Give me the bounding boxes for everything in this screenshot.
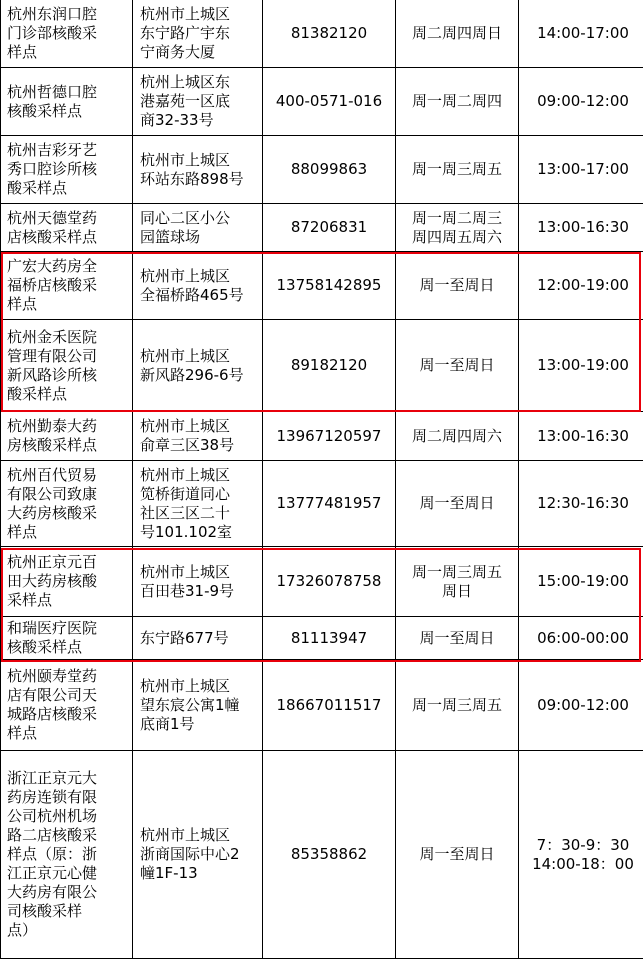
cell-name — [1, 320, 133, 412]
days-text: 周一至周日 — [419, 494, 495, 512]
cell-hours — [519, 617, 643, 660]
days-text: 周一周三周五 周日 — [411, 562, 502, 600]
phone-text: 89182120 — [290, 356, 368, 374]
cell-days — [396, 461, 519, 547]
address-text: 杭州市上城区 笕桥街道同心 社区三区二十 号101.102室 — [140, 465, 233, 541]
name-text: 杭州百代贸易 有限公司致康 大药房核酸采 样点 — [7, 465, 98, 541]
cell-address — [133, 320, 263, 412]
cell-address — [133, 751, 263, 959]
cell-hours — [519, 751, 643, 959]
cell-address — [133, 204, 263, 252]
table-row — [1, 0, 643, 68]
cell-hours — [519, 136, 643, 204]
cell-phone — [263, 136, 396, 204]
address-text: 杭州市上城区 望东宸公寓1幢 底商1号 — [140, 676, 240, 733]
cell-name — [1, 751, 133, 959]
phone-text: 13758142895 — [276, 276, 382, 294]
days-text: 周一至周日 — [419, 276, 495, 294]
cell-address — [133, 461, 263, 547]
address-text: 同心二区小公 园篮球场 — [140, 208, 231, 246]
address-text: 杭州市上城区 环站东路898号 — [140, 150, 244, 188]
address-text: 杭州市上城区 全福桥路465号 — [140, 266, 244, 304]
cell-days — [396, 412, 519, 461]
table-row — [1, 204, 643, 252]
days-text: 周二周四周六 — [411, 426, 502, 445]
table-row — [1, 412, 643, 461]
cell-phone — [263, 660, 396, 751]
phone-text: 85358862 — [290, 845, 368, 863]
cell-days — [396, 0, 519, 68]
table-row — [1, 136, 643, 204]
table-row — [1, 547, 643, 617]
cell-hours — [519, 461, 643, 547]
phone-text: 17326078758 — [276, 572, 382, 590]
hours-text: 06:00-00:00 — [537, 628, 629, 647]
days-text: 周一周三周五 — [411, 160, 502, 178]
days-text: 周一周三周五 — [411, 695, 502, 714]
cell-days — [396, 136, 519, 204]
days-text: 周一至周日 — [419, 628, 495, 647]
cell-phone — [263, 68, 396, 136]
cell-hours — [519, 252, 643, 320]
cell-days — [396, 617, 519, 660]
table-row — [1, 320, 643, 412]
days-text: 周一周二周三 周四周五周六 — [411, 208, 502, 246]
cell-hours — [519, 320, 643, 412]
cell-days — [396, 68, 519, 136]
name-text: 杭州东润口腔 门诊部核酸采 样点 — [7, 4, 98, 61]
phone-text: 87206831 — [290, 218, 368, 236]
cell-hours — [519, 660, 643, 751]
hours-text: 15:00-19:00 — [537, 572, 629, 590]
cell-address — [133, 617, 263, 660]
hours-text: 7：30-9：30 14:00-18：00 — [532, 835, 634, 873]
cell-address — [133, 412, 263, 461]
address-text: 东宁路677号 — [140, 628, 229, 647]
name-text: 和瑞医疗医院 核酸采样点 — [7, 619, 98, 656]
address-text: 杭州市上城区 东宁路广宇东 宁商务大厦 — [140, 4, 231, 61]
cell-address — [133, 68, 263, 136]
phone-text: 88099863 — [290, 160, 368, 178]
cell-days — [396, 660, 519, 751]
address-text: 杭州上城区东 港嘉苑一区底 商32-33号 — [140, 73, 231, 129]
cell-address — [133, 252, 263, 320]
cell-name — [1, 204, 133, 252]
cell-hours — [519, 412, 643, 461]
address-text: 杭州市上城区 俞章三区38号 — [140, 417, 235, 454]
cell-phone — [263, 617, 396, 660]
hours-text: 13:00-16:30 — [537, 426, 629, 445]
cell-days — [396, 547, 519, 617]
cell-address — [133, 547, 263, 617]
table-row — [1, 751, 643, 959]
hours-text: 13:00-17:00 — [537, 160, 629, 178]
phone-text: 18667011517 — [276, 695, 382, 714]
hours-text: 09:00-12:00 — [537, 92, 629, 110]
cell-name — [1, 136, 133, 204]
cell-days — [396, 751, 519, 959]
cell-phone — [263, 252, 396, 320]
cell-hours — [519, 68, 643, 136]
cell-address — [133, 0, 263, 68]
cell-phone — [263, 547, 396, 617]
name-text: 浙江正京元大 药房连锁有限 公司杭州机场 路二店核酸采 样点（原：浙 江正京元心健 大药房有限公 司核酸采样 点） — [7, 769, 98, 939]
phone-text: 81113947 — [290, 628, 368, 647]
cell-address — [133, 136, 263, 204]
cell-days — [396, 252, 519, 320]
name-text: 杭州天德堂药 店核酸采样点 — [7, 208, 98, 246]
table-row — [1, 252, 643, 320]
cell-hours — [519, 204, 643, 252]
cell-phone — [263, 204, 396, 252]
cell-address — [133, 660, 263, 751]
name-text: 杭州颐寿堂药 店有限公司天 城路店核酸采 样点 — [7, 667, 98, 742]
name-text: 广宏大药房全 福桥店核酸采 样点 — [7, 257, 98, 313]
table-row — [1, 617, 643, 660]
address-text: 杭州市上城区 新风路296-6号 — [140, 346, 244, 384]
cell-phone — [263, 461, 396, 547]
cell-phone — [263, 751, 396, 959]
cell-name — [1, 252, 133, 320]
phone-text: 81382120 — [290, 23, 368, 42]
cell-name — [1, 461, 133, 547]
address-text: 杭州市上城区 百田巷31-9号 — [140, 562, 235, 600]
hours-text: 14:00-17:00 — [537, 23, 629, 42]
address-text: 杭州市上城区 浙商国际中心2 幢1F-13 — [140, 826, 240, 882]
cell-hours — [519, 547, 643, 617]
table-row — [1, 68, 643, 136]
hours-text: 09:00-12:00 — [537, 695, 629, 714]
days-text: 周二周四周日 — [411, 23, 502, 42]
phone-text: 13967120597 — [276, 426, 382, 445]
phone-text: 400-0571-016 — [275, 92, 383, 110]
cell-days — [396, 320, 519, 412]
cell-phone — [263, 0, 396, 68]
name-text: 杭州正京元百 田大药房核酸 采样点 — [7, 553, 98, 609]
cell-phone — [263, 320, 396, 412]
cell-hours — [519, 0, 643, 68]
phone-text: 13777481957 — [276, 494, 382, 512]
days-text: 周一周二周四 — [411, 92, 502, 110]
name-text: 杭州哲德口腔 核酸采样点 — [7, 82, 98, 120]
name-text: 杭州金禾医院 管理有限公司 新风路诊所核 酸采样点 — [7, 327, 98, 403]
cell-name — [1, 68, 133, 136]
hours-text: 13:00-16:30 — [537, 218, 629, 236]
cell-name — [1, 0, 133, 68]
cell-name — [1, 660, 133, 751]
cell-name — [1, 412, 133, 461]
table-row — [1, 461, 643, 547]
cell-name — [1, 617, 133, 660]
cell-phone — [263, 412, 396, 461]
days-text: 周一至周日 — [419, 356, 495, 374]
hours-text: 12:00-19:00 — [537, 276, 629, 294]
hours-text: 12:30-16:30 — [537, 494, 629, 512]
name-text: 杭州吉彩牙艺 秀口腔诊所核 酸采样点 — [7, 141, 98, 197]
hours-text: 13:00-19:00 — [537, 356, 629, 374]
days-text: 周一至周日 — [419, 845, 495, 863]
table-row — [1, 660, 643, 751]
cell-days — [396, 204, 519, 252]
cell-name — [1, 547, 133, 617]
name-text: 杭州勤泰大药 房核酸采样点 — [7, 417, 98, 454]
